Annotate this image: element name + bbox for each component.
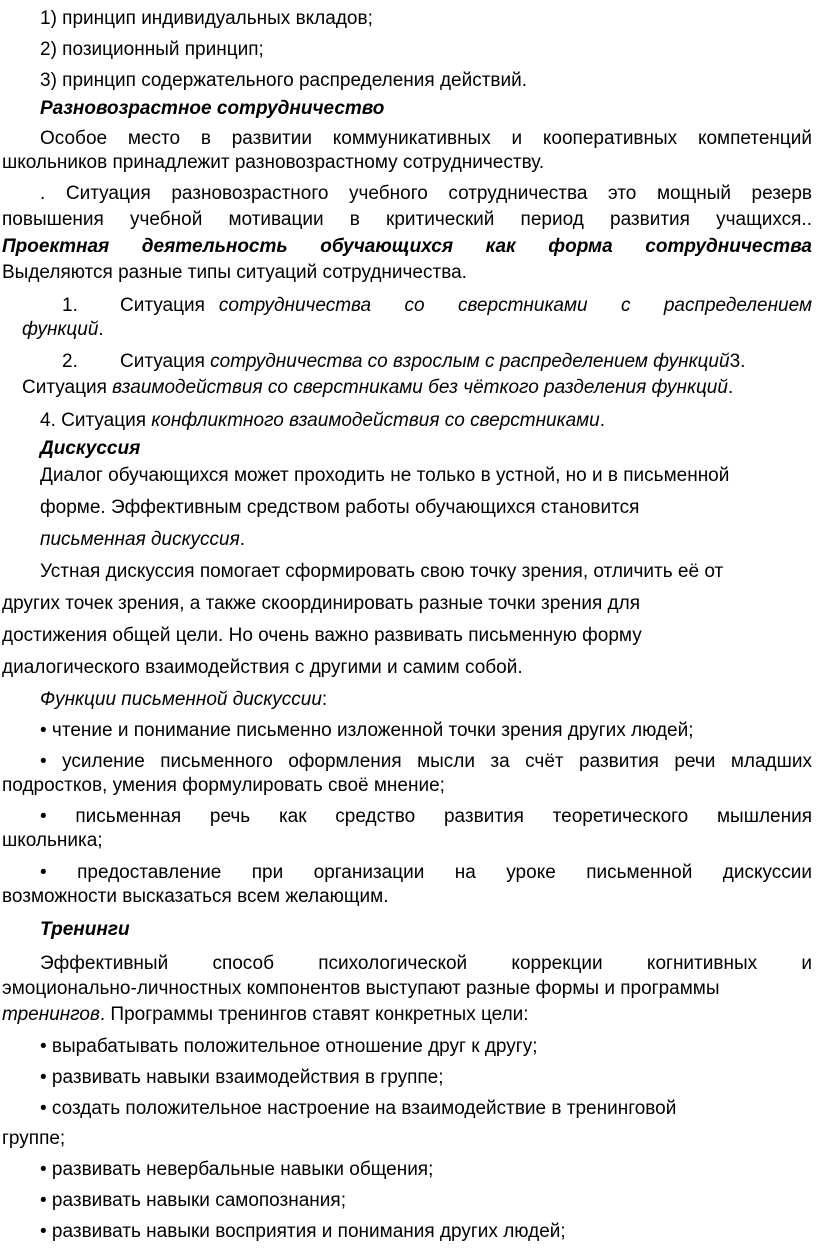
bullet-item: • развивать навыки самопознания; [40, 1190, 346, 1211]
situation-word: Ситуация [120, 351, 205, 372]
situation-line [22, 318, 104, 342]
punctuation: . [239, 529, 246, 550]
situation-line [40, 409, 605, 433]
bullet-item-continuation: группе; [2, 1128, 66, 1149]
section-heading-mixed-age: Разновозрастное сотрудничество [40, 98, 385, 119]
paragraph-line: достижения общей цели. Но очень важно развивать письменную форму [2, 625, 642, 646]
paragraph-line: школьников принадлежит разновозрастному сотрудничеству. [2, 152, 545, 173]
paragraph-line: повышения учебной мотивации в критический период развития учащихся.. [2, 209, 812, 230]
paragraph-text: . Программы тренингов ставят конкретных цели: [99, 1004, 529, 1025]
punctuation: : [321, 689, 328, 710]
situation-italic: функций [22, 319, 99, 340]
bullet-item-continuation: возможности высказаться всем желающим. [2, 886, 389, 907]
situation-line [22, 376, 733, 400]
bullet-item: • вырабатывать положительное отношение друг к другу; [40, 1036, 538, 1057]
situation-line [120, 294, 812, 318]
paragraph-line: других точек зрения, а также скоординировать разные точки зрения для [2, 593, 641, 614]
bullet-item: • усиление письменного оформления мысли за счёт развития речи младших [40, 751, 812, 772]
situation-word: Ситуация [120, 295, 205, 316]
paragraph-line: . Ситуация разновозрастного учебного сотрудничества это мощный резерв [40, 183, 812, 204]
situation-italic: конфликтного взаимодействия со сверстниками [151, 410, 600, 431]
bullet-item: • развивать навыки восприятия и понимания других людей; [40, 1221, 566, 1242]
paragraph-line: форме. Эффективным средством работы обучающихся становится [40, 497, 640, 518]
italic-term: тренингов [2, 1004, 100, 1025]
bullet-item: • чтение и понимание письменно изложенной точки зрения других людей; [40, 720, 694, 741]
paragraph-line: эмоционально-личностных компонентов выступают разные формы и программы [2, 978, 720, 999]
situation-number: 3. [729, 351, 746, 372]
situation-number: 2. [62, 351, 78, 372]
situation-line [120, 350, 745, 374]
situation-word: 4. Ситуация [40, 410, 147, 431]
principle-item: 1) принцип индивидуальных вкладов; [40, 8, 373, 29]
section-heading-discussion: Дискуссия [40, 438, 141, 459]
bullet-item: • создать положительное настроение на взаимодействие в тренинговой [40, 1098, 677, 1119]
paragraph-line: диалогического взаимодействия с другими и самим собой. [2, 657, 523, 678]
paragraph-line: Особое место в развитии коммуникативных и кооперативных компетенций [40, 128, 812, 149]
situation-word: Ситуация [22, 377, 107, 398]
paragraph-line [2, 1003, 529, 1027]
principle-item: 3) принцип содержательного распределения действий. [40, 70, 528, 91]
situation-italic: сотрудничества со взрослым с распределением функций [210, 351, 730, 372]
situation-number: 1. [62, 295, 78, 316]
bullet-item-continuation: школьника; [2, 830, 103, 851]
bullet-item-continuation: подростков, умения формулировать своё мнение; [2, 775, 445, 796]
punctuation: . [727, 377, 734, 398]
bullet-item: • развивать навыки взаимодействия в группе; [40, 1067, 444, 1088]
paragraph-line: Устная дискуссия помогает сформировать свою точку зрения, отличить её от [40, 561, 724, 582]
bullet-item: • предоставление при организации на уроке письменной дискуссии [40, 862, 812, 883]
paragraph-line: Выделяются разные типы ситуаций сотрудничества. [2, 262, 467, 283]
italic-term: письменная дискуссия [40, 529, 240, 550]
situation-italic: взаимодействия со сверстниками без чёткого разделения функций [112, 377, 728, 398]
bullet-item: • развивать невербальные навыки общения; [40, 1159, 434, 1180]
situation-italic: сотрудничества со сверстниками с распределением [218, 295, 812, 316]
punctuation: . [98, 319, 104, 340]
paragraph-line [40, 528, 245, 552]
punctuation: . [599, 410, 606, 431]
principle-item: 2) позиционный принцип; [40, 39, 264, 60]
italic-term: Функции письменной дискуссии [40, 689, 322, 710]
bullet-item: • письменная речь как средство развития теоретического мышления [40, 806, 812, 827]
section-heading-project: Проектная деятельность обучающихся как форма сотрудничества [2, 236, 812, 257]
paragraph-line: Эффективный способ психологической коррекции когнитивных и [40, 953, 812, 974]
functions-heading [40, 688, 327, 712]
section-heading-trainings: Тренинги [40, 919, 130, 940]
paragraph-line: Диалог обучающихся может проходить не только в устной, но и в письменной [40, 465, 730, 486]
